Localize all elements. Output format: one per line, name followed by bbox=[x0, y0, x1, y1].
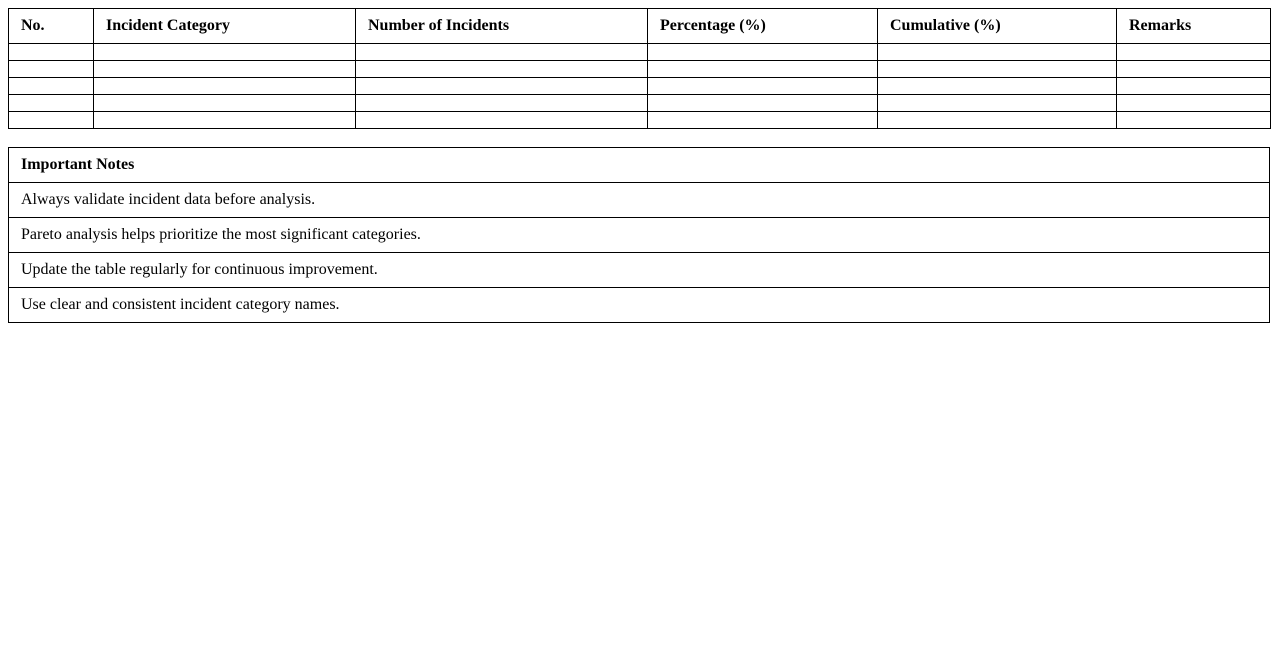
notes-header-row bbox=[9, 148, 1270, 183]
table-cell bbox=[1117, 78, 1271, 95]
table-cell bbox=[648, 78, 878, 95]
table-cell bbox=[648, 95, 878, 112]
header-incident-category: Incident Category bbox=[94, 9, 356, 44]
page-content bbox=[8, 8, 1270, 323]
header-no: No. bbox=[9, 9, 94, 44]
table-cell bbox=[648, 44, 878, 61]
table-cell bbox=[9, 44, 94, 61]
notes-title: Important Notes bbox=[9, 148, 1270, 183]
table-cell bbox=[356, 112, 648, 129]
header-cumulative: Cumulative (%) bbox=[878, 9, 1117, 44]
note-item: Use clear and consistent incident category names. bbox=[9, 288, 1270, 323]
table-cell bbox=[356, 44, 648, 61]
table-row bbox=[9, 61, 1271, 78]
table-cell bbox=[94, 112, 356, 129]
table-cell bbox=[878, 95, 1117, 112]
table-cell bbox=[648, 112, 878, 129]
important-notes-table bbox=[8, 147, 1270, 323]
table-header-row bbox=[9, 9, 1271, 44]
note-item: Pareto analysis helps prioritize the most significant categories. bbox=[9, 218, 1270, 253]
table-cell bbox=[1117, 61, 1271, 78]
table-cell bbox=[1117, 112, 1271, 129]
note-row bbox=[9, 253, 1270, 288]
table-cell bbox=[94, 78, 356, 95]
table-cell bbox=[878, 44, 1117, 61]
table-cell bbox=[94, 95, 356, 112]
table-cell bbox=[94, 61, 356, 78]
table-cell bbox=[94, 44, 356, 61]
table-cell bbox=[878, 112, 1117, 129]
table-cell bbox=[878, 78, 1117, 95]
table-cell bbox=[1117, 95, 1271, 112]
table-cell bbox=[9, 61, 94, 78]
header-remarks: Remarks bbox=[1117, 9, 1271, 44]
table-row bbox=[9, 44, 1271, 61]
table-row bbox=[9, 95, 1271, 112]
header-number-of-incidents: Number of Incidents bbox=[356, 9, 648, 44]
table-cell bbox=[356, 61, 648, 78]
note-row bbox=[9, 183, 1270, 218]
table-cell bbox=[356, 78, 648, 95]
table-cell bbox=[9, 95, 94, 112]
table-cell bbox=[1117, 44, 1271, 61]
table-cell bbox=[356, 95, 648, 112]
table-cell bbox=[648, 61, 878, 78]
table-cell bbox=[9, 78, 94, 95]
note-item: Always validate incident data before analysis. bbox=[9, 183, 1270, 218]
note-row bbox=[9, 218, 1270, 253]
note-item: Update the table regularly for continuous improvement. bbox=[9, 253, 1270, 288]
table-row bbox=[9, 112, 1271, 129]
table-cell bbox=[9, 112, 94, 129]
note-row bbox=[9, 288, 1270, 323]
incident-table bbox=[8, 8, 1271, 129]
table-cell bbox=[878, 61, 1117, 78]
table-row bbox=[9, 78, 1271, 95]
header-percentage: Percentage (%) bbox=[648, 9, 878, 44]
